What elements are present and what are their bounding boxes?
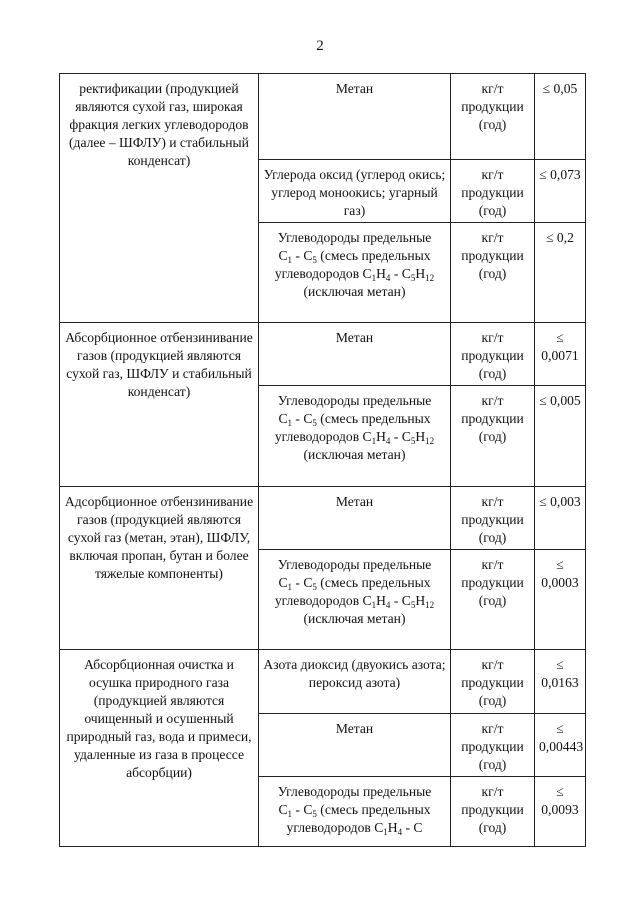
substance-cell: Углерода оксид (углерод окись; углерод моноокись; угарный газ): [259, 160, 451, 223]
process-cell: Абсорбционное отбензинивание газов (продукцией являются сухой газ, ШФЛУ и стабильный конденсат): [60, 323, 259, 487]
process-cell: ректификации (продукцией являются сухой газ, широкая фракция легких углеводородов (далее – ШФЛУ) и стабильный конденсат): [60, 74, 259, 323]
value-cell: ≤ 0,0093: [535, 777, 586, 847]
table-row: [60, 487, 586, 550]
table-row: [60, 650, 586, 714]
table-row: [60, 323, 586, 386]
substance-cell: Метан: [259, 714, 451, 777]
unit-cell: кг/т продукции (год): [451, 160, 535, 223]
unit-cell: кг/т продукции (год): [451, 223, 535, 323]
process-cell: Адсорбционное отбензинивание газов (продукцией являются сухой газ (метан, этан), ШФЛУ, включая пропан, бутан и более тяжелые компоненты): [60, 487, 259, 650]
substance-cell: Углеводороды предельные $C_1 - C_5$ (смесь предельных углеводородов $C_1H_4 - C_5H_{12}$ (исключая метан): [259, 386, 451, 487]
unit-cell: кг/т продукции (год): [451, 550, 535, 650]
value-cell: ≤ 0,005: [535, 386, 586, 487]
substance-cell: Метан: [259, 487, 451, 550]
unit-cell: кг/т продукции (год): [451, 74, 535, 160]
substance-cell: Метан: [259, 74, 451, 160]
value-cell: ≤ 0,0071: [535, 323, 586, 386]
unit-cell: кг/т продукции (год): [451, 487, 535, 550]
emissions-table: [59, 73, 586, 847]
value-cell: ≤ 0,0003: [535, 550, 586, 650]
substance-cell: Метан: [259, 323, 451, 386]
substance-cell: Углеводороды предельные $C_1 - C_5$ (смесь предельных углеводородов $C_1H_4 - C_5H_{12}$ (исключая метан): [259, 223, 451, 323]
value-cell: ≤ 0,0163: [535, 650, 586, 714]
process-cell: Абсорбционная очистка и осушка природного газа (продукцией являются очищенный и осушенный природный газ, вода и примеси, удаленные из газа в процессе абсорбции): [60, 650, 259, 847]
value-cell: ≤ 0,2: [535, 223, 586, 323]
substance-cell: Азота диоксид (двуокись азота; пероксид азота): [259, 650, 451, 714]
value-cell: ≤ 0,003: [535, 487, 586, 550]
unit-cell: кг/т продукции (год): [451, 714, 535, 777]
unit-cell: кг/т продукции (год): [451, 650, 535, 714]
page-number: 2: [316, 38, 324, 54]
substance-cell: Углеводороды предельные $C_1 - C_5$ (смесь предельных углеводородов $C_1H_4 - C_5H_{12}$ (исключая метан): [259, 550, 451, 650]
value-cell: ≤ 0,05: [535, 74, 586, 160]
unit-cell: кг/т продукции (год): [451, 386, 535, 487]
value-cell: ≤ 0,00443: [535, 714, 586, 777]
substance-cell: Углеводороды предельные $C_1 - C_5$ (смесь предельных углеводородов $C_1H_4$ - C: [259, 777, 451, 847]
value-cell: ≤ 0,073: [535, 160, 586, 223]
unit-cell: кг/т продукции (год): [451, 777, 535, 847]
unit-cell: кг/т продукции (год): [451, 323, 535, 386]
table-row: [60, 74, 586, 160]
